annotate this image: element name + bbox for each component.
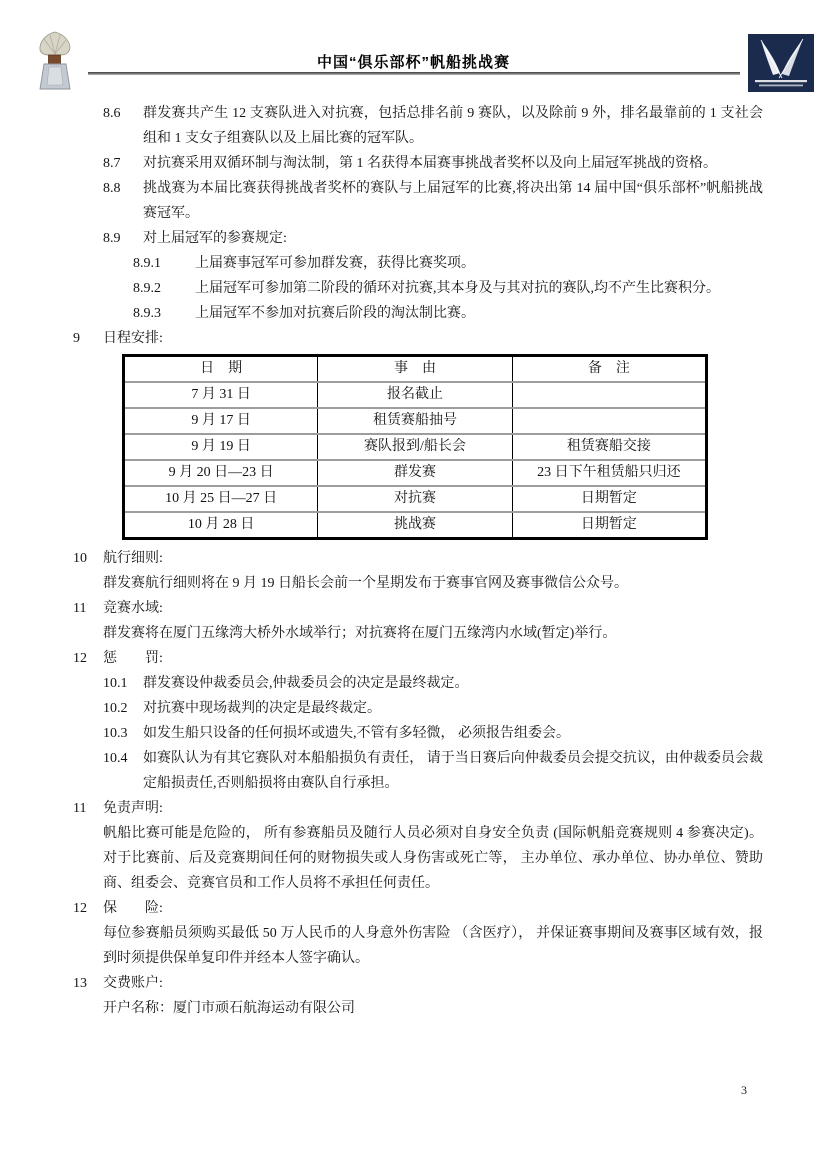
section-title: 航行细则:: [103, 551, 163, 566]
section-12-heading: [73, 646, 763, 671]
section-title: 交费账户:: [103, 976, 163, 991]
clause-number: 8.6: [103, 106, 121, 121]
section-number: 13: [73, 976, 87, 991]
cell-date: 7 月 31 日: [124, 382, 318, 408]
document-body: [64, 101, 763, 1021]
clause-number: 10.3: [103, 726, 128, 741]
cell-remark: 日期暂定: [512, 486, 706, 512]
cell-event: 报名截止: [318, 382, 512, 408]
section-number: 9: [73, 331, 80, 346]
clause-10-4: [103, 746, 763, 796]
clause-text: 如赛队认为有其它赛队对本船船损负有责任， 请于当日赛后向仲裁委员会提交抗议，由仲裁委员会裁定船损责任,否则船损将由赛队自行承担。: [143, 751, 763, 791]
column-header-date: 日 期: [124, 356, 318, 383]
clause-8-9: [103, 226, 763, 251]
clause-number: 8.9.2: [133, 281, 161, 296]
header-rule-line: [88, 72, 740, 75]
clause-text: 对抗赛采用双循环制与淘汰制，第 1 名获得本届赛事挑战者奖杯以及向上届冠军挑战的资格。: [143, 156, 717, 171]
clause-8-8: [103, 176, 763, 226]
table-row: [124, 408, 707, 434]
section-12b-heading: [73, 896, 763, 921]
clause-text: 上届赛事冠军可参加群发赛，获得比赛奖项。: [195, 256, 475, 271]
column-header-event: 事 由: [318, 356, 512, 383]
table-row: [124, 460, 707, 486]
column-header-remark: 备 注: [512, 356, 706, 383]
schedule-header-row: [124, 356, 707, 383]
clause-8-9-1: [133, 251, 763, 276]
clause-number: 8.7: [103, 156, 121, 171]
clause-10-1: [103, 671, 763, 696]
section-10-body: 群发赛航行细则将在 9 月 19 日船长会前一个星期发布于赛事官网及赛事微信公众号。: [103, 576, 628, 591]
clause-8-9-3: [133, 301, 763, 326]
clause-number: 8.8: [103, 181, 121, 196]
clause-text: 群发赛共产生 12 支赛队进入对抗赛，包括总排名前 9 赛队，以及除前 9 外，排名最靠前的 1 支社会组和 1 支女子组赛队以及上届比赛的冠军队。: [143, 106, 763, 146]
section-11-heading: [73, 596, 763, 621]
clause-8-9-2: [133, 276, 763, 301]
cell-event: 挑战赛: [318, 512, 512, 539]
section-13-body: 开户名称：厦门市顽石航海运动有限公司: [103, 1001, 355, 1016]
cell-remark: 租赁赛船交接: [512, 434, 706, 460]
clause-number: 10.1: [103, 676, 128, 691]
section-title: 竞赛水域:: [103, 601, 163, 616]
cell-remark: 23 日下午租赁船只归还: [512, 460, 706, 486]
cell-date: 9 月 17 日: [124, 408, 318, 434]
clause-10-2: [103, 696, 763, 721]
cell-date: 9 月 19 日: [124, 434, 318, 460]
section-number: 12: [73, 651, 87, 666]
section-11b-heading: [73, 796, 763, 821]
cell-event: 对抗赛: [318, 486, 512, 512]
section-number: 12: [73, 901, 87, 916]
clause-8-6: [103, 101, 763, 151]
table-row: [124, 382, 707, 408]
section-number: 11: [73, 601, 87, 616]
page-title: 中国“俱乐部杯”帆船挑战赛: [316, 54, 510, 71]
clause-8-7: [103, 151, 763, 176]
section-10-heading: [73, 546, 763, 571]
cell-date: 9 月 20 日—23 日: [124, 460, 318, 486]
cell-date: 10 月 25 日—27 日: [124, 486, 318, 512]
clause-text: 对上届冠军的参赛规定:: [143, 231, 287, 246]
clause-text: 对抗赛中现场裁判的决定是最终裁定。: [143, 701, 381, 716]
cell-remark: 日期暂定: [512, 512, 706, 539]
cell-date: 10 月 28 日: [124, 512, 318, 539]
clause-text: 上届冠军可参加第二阶段的循环对抗赛,其本身及与其对抗的赛队,均不产生比赛积分。: [195, 281, 720, 296]
section-11-body: 群发赛将在厦门五缘湾大桥外水域举行；对抗赛将在厦门五缘湾内水域(暂定)举行。: [103, 626, 617, 641]
section-title: 保 险:: [103, 901, 163, 916]
section-number: 11: [73, 801, 87, 816]
clause-text: 上届冠军不参加对抗赛后阶段的淘汰制比赛。: [195, 306, 475, 321]
clause-number: 8.9.1: [133, 256, 161, 271]
table-row: [124, 434, 707, 460]
cell-remark: [512, 382, 706, 408]
schedule-table: [122, 354, 708, 540]
section-13-heading: [73, 971, 763, 996]
clause-number: 10.4: [103, 751, 128, 766]
section-9-heading: [73, 326, 763, 351]
cell-event: 赛队报到/船长会: [318, 434, 512, 460]
section-12b-body: 每位参赛船员须购买最低 50 万人民币的人身意外伤害险 （含医疗）， 并保证赛事期间及赛事区域有效，报到时须提供保单复印件并经本人签字确认。: [103, 926, 763, 966]
section-title: 免责声明:: [103, 801, 163, 816]
crossed-sails-icon: [748, 34, 814, 92]
cell-event: 租赁赛船抽号: [318, 408, 512, 434]
club-logo: [748, 34, 814, 92]
clause-text: 群发赛设仲裁委员会,仲裁委员会的决定是最终裁定。: [143, 676, 469, 691]
table-row: [124, 512, 707, 539]
cell-remark: [512, 408, 706, 434]
clause-text: 如发生船只设备的任何损坏或遗失,不管有多轻微， 必须报告组委会。: [143, 726, 570, 741]
clause-number: 10.2: [103, 701, 128, 716]
table-row: [124, 486, 707, 512]
page-number: 3: [741, 1083, 747, 1097]
section-11b-body: 帆船比赛可能是危险的， 所有参赛船员及随行人员必须对自身安全负责 (国际帆船竞赛规则 4 参赛决定)。 对于比赛前、后及竞赛期间任何的财物损失或人身伤害或死亡等， 主办单位、承办单位、协办单位、赞助商、组委会、竞赛官员和工作人员将不承担任何责任。: [103, 826, 763, 891]
section-number: 10: [73, 551, 87, 566]
clause-number: 8.9: [103, 231, 121, 246]
section-title: 日程安排:: [103, 331, 163, 346]
clause-text: 挑战赛为本届比赛获得挑战者奖杯的赛队与上届冠军的比赛,将决出第 14 届中国“俱乐部杯”帆船挑战赛冠军。: [143, 181, 763, 221]
clause-10-3: [103, 721, 763, 746]
clause-number: 8.9.3: [133, 306, 161, 321]
section-title: 惩 罚:: [103, 651, 163, 666]
cell-event: 群发赛: [318, 460, 512, 486]
